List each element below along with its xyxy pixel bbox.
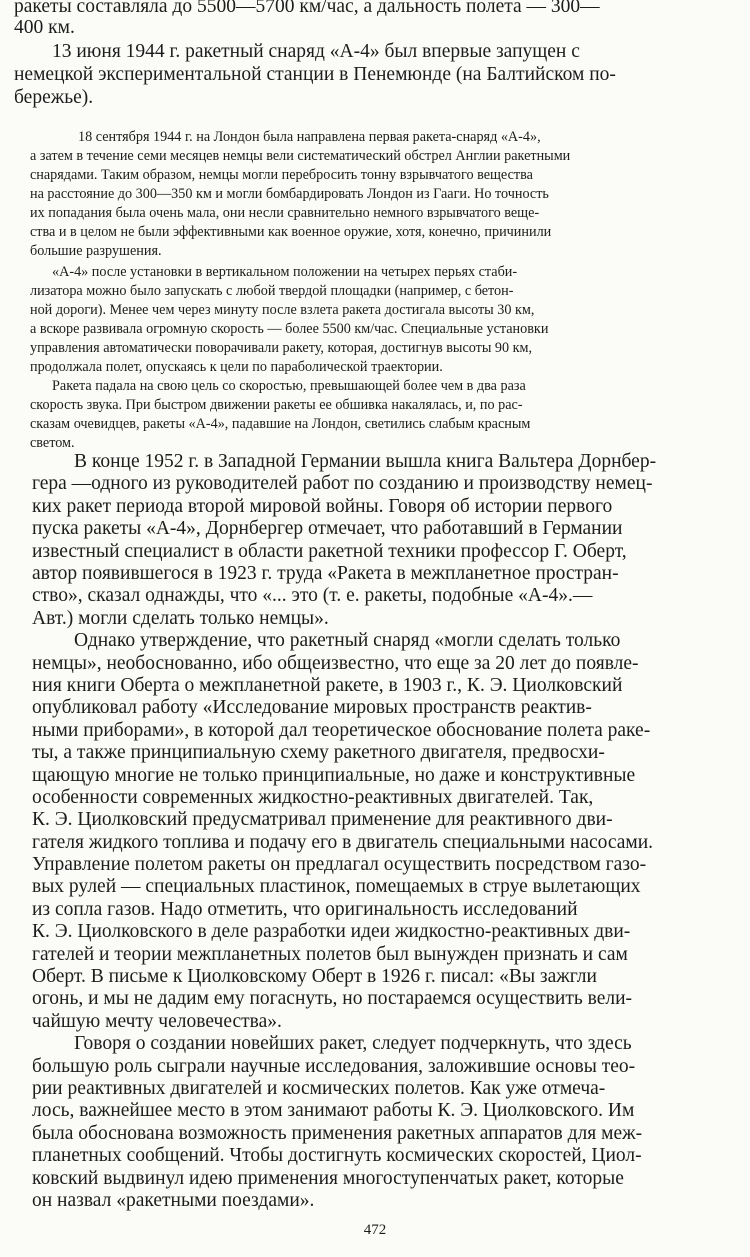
text-line: Оберт. В письме к Циолковскому Оберт в 1926 г. писал: «Вы зажгли — [32, 966, 597, 987]
text-line: лось, важнейшее место в этом занимают работы К. Э. Циолковского. Им — [32, 1100, 635, 1121]
text-line: особенности современных жидкостно-реактивных двигателей. Так, — [32, 787, 594, 808]
text-line: автор появившегося в 1923 г. труда «Ракета в межпланетное простран- — [32, 563, 619, 584]
text-line: из сопла газов. Надо отметить, что оригинальность исследований — [32, 899, 578, 920]
text-line: ния книги Оберта о межпланетной ракете, в 1903 г., К. Э. Циолковский — [32, 675, 623, 696]
note-line: а вскоре развивала огромную скорость — более 5500 км/час. Специальные установки — [30, 321, 549, 337]
text-line: В конце 1952 г. в Западной Германии вышла книга Вальтера Дорнбер- — [74, 451, 657, 472]
text-line: вых рулей — специальных пластинок, помещаемых в струе вылетающих — [32, 876, 641, 897]
text-line: Управление полетом ракеты он предлагал осуществить посредством газо- — [32, 854, 647, 875]
text-line: чайшую мечту человечества». — [32, 1011, 282, 1032]
text-line: он назвал «ракетными поездами». — [32, 1190, 315, 1211]
text-line: 400 км. — [14, 17, 75, 38]
text-line: ты, а также принципиальную схему ракетного двигателя, предвосхи- — [32, 742, 605, 763]
note-line: продолжала полет, опускаясь к цели по параболической траектории. — [30, 359, 443, 375]
note-line: ства и в целом не были эффективными как военное оружие, хотя, конечно, причинили — [30, 224, 552, 240]
text-line: пуска ракеты «А-4», Дорнбергер отмечает, что работавший в Германии — [32, 518, 623, 539]
text-line: огонь, и мы не дадим ему погаснуть, но постараемся осуществить вели- — [32, 988, 633, 1009]
text-line: Говоря о создании новейших ракет, следует подчеркнуть, что здесь — [74, 1033, 632, 1054]
note-line: светом. — [30, 435, 75, 451]
note-line: большие разрушения. — [30, 243, 162, 259]
text-line: гателей и теории межпланетных полетов был вынужден признать и сам — [32, 944, 628, 965]
text-line: гера —одного из руководителей работ по созданию и производству немец- — [32, 473, 653, 494]
text-line: опубликовал работу «Исследование мировых пространств реактив- — [32, 697, 592, 718]
text-line: немецкой экспериментальной станции в Пенемюнде (на Балтийском по- — [14, 64, 616, 85]
text-line: Авт.) могли сделать только немцы». — [32, 608, 329, 629]
text-line: ких ракет периода второй мировой войны. Говоря об истории первого — [32, 496, 613, 517]
text-line: была обоснована возможность применения ракетных аппаратов для меж- — [32, 1123, 643, 1144]
text-line: К. Э. Циолковский предусматривал применение для реактивного дви- — [32, 809, 613, 830]
note-line: скорость звука. При быстром движении ракеты ее обшивка накалялась, и, по рас- — [30, 397, 523, 413]
note-line: Ракета падала на свою цель со скоростью, превышающей более чем в два раза — [52, 378, 526, 394]
note-line: 18 сентября 1944 г. на Лондон была направлена первая ракета-снаряд «А-4», — [78, 129, 541, 145]
text-line: рии реактивных двигателей и космических полетов. Как уже отмеча- — [32, 1078, 606, 1099]
text-line: ракеты составляла до 5500—5700 км/час, а дальность полета — 300— — [14, 0, 600, 17]
note-line: их попадания была очень мала, они несли сравнительно немного взрывчатого веще- — [30, 205, 540, 221]
note-line: сказам очевидцев, ракеты «А-4», падавшие на Лондон, светились слабым красным — [30, 416, 531, 432]
text-line: Однако утверждение, что ракетный снаряд «могли сделать только — [74, 630, 621, 651]
note-line: а затем в течение семи месяцев немцы вели систематический обстрел Англии ракетными — [30, 148, 571, 164]
note-line: «А-4» после установки в вертикальном положении на четырех перьях стаби- — [52, 264, 518, 280]
note-line: управления автоматически поворачивали ракету, которая, достигнув высоты 90 км, — [30, 340, 533, 356]
text-line: К. Э. Циолковского в деле разработки идеи жидкостно-реактивных дви- — [32, 921, 631, 942]
text-line: щающую многие не только принципиальные, но даже и конструктивные — [32, 765, 636, 786]
text-line: немцы», необоснованно, ибо общеизвестно, что еще за 20 лет до появле- — [32, 653, 639, 674]
note-line: снарядами. Таким образом, немцы могли перебросить тонну взрывчатого вещества — [30, 167, 533, 183]
note-line: лизатора можно было запускать с любой твердой площадки (например, с бетон- — [30, 283, 514, 299]
page-number: 472 — [363, 1222, 387, 1238]
text-line: гателя жидкого топлива и подачу его в двигатель специальными насосами. — [32, 832, 654, 853]
text-line: ными приборами», в которой дал теоретическое обоснование полета раке- — [32, 720, 651, 741]
text-line: 13 июня 1944 г. ракетный снаряд «А-4» был впервые запущен с — [52, 41, 580, 62]
note-line: ной дороги). Менее чем через минуту после взлета ракета достигала высоты 30 км, — [30, 302, 535, 318]
note-line: на расстояние до 300—350 км и могли бомбардировать Лондон из Гааги. Но точность — [30, 186, 549, 202]
text-line: ковский выдвинул идею применения многоступенчатых ракет, которые — [32, 1168, 624, 1189]
text-line: большую роль сыграли научные исследования, заложившие основы тео- — [32, 1056, 636, 1077]
text-line: планетных сообщений. Чтобы достигнуть космических скоростей, Циол- — [32, 1145, 642, 1166]
text-line: ство», сказал однажды, что «... это (т. е. ракеты, подобные «А-4».— — [32, 585, 593, 606]
text-line: бережье). — [14, 87, 94, 108]
text-line: известный специалист в области ракетной техники профессор Г. Оберт, — [32, 541, 627, 562]
